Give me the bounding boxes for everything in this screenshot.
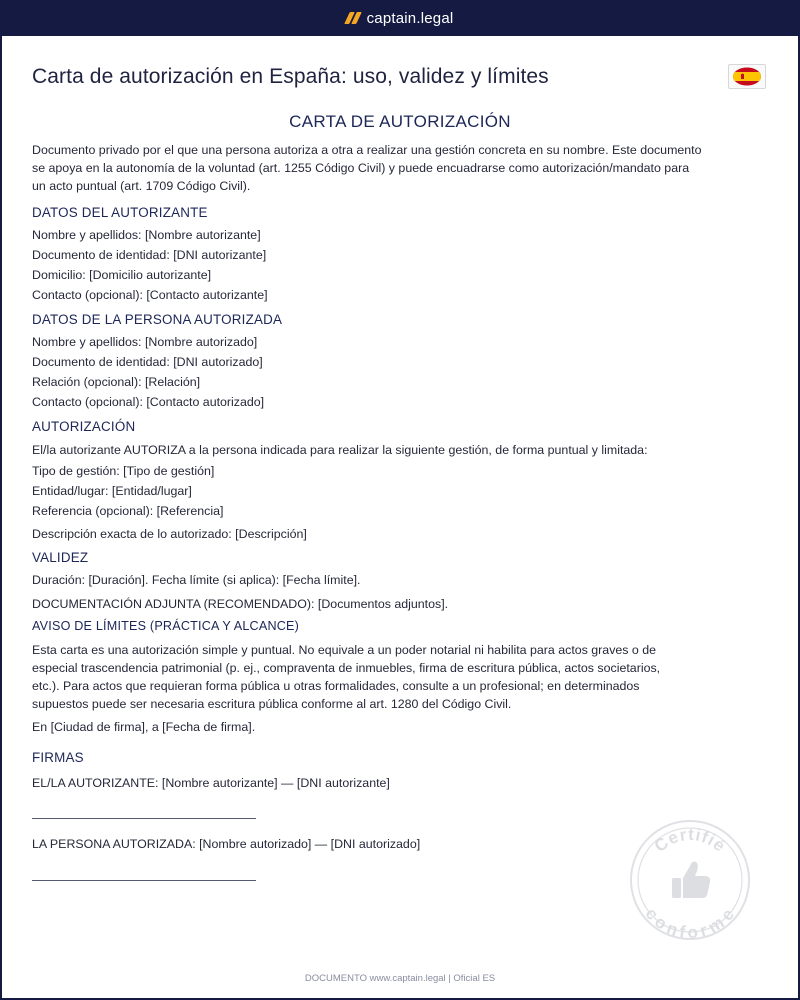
field-dni-autorizante: Documento de identidad: [DNI autorizante] xyxy=(32,248,267,262)
intro-paragraph xyxy=(32,141,772,195)
section-heading-validez: VALIDEZ xyxy=(32,550,89,565)
aviso-line: etc.). Para actos que requieran forma pública u otras formalidades, consulte a un profesional; en determinados xyxy=(32,679,640,693)
aviso-line: supuestos puede ser necesaria escritura pública conforme al art. 1280 del Código Civil. xyxy=(32,697,512,711)
svg-text:Certifié xyxy=(651,825,730,856)
aviso-paragraph xyxy=(32,641,772,713)
field-domicilio-autorizante: Domicilio: [Domicilio autorizante] xyxy=(32,268,212,282)
field-relacion: Relación (opcional): [Relación] xyxy=(32,375,201,389)
field-descripcion: Descripción exacta de lo autorizado: [Descripción] xyxy=(32,527,307,541)
top-brand-bar xyxy=(0,0,800,36)
intro-line: un acto puntual (art. 1709 Código Civil). xyxy=(32,179,251,193)
field-nombre-autorizado: Nombre y apellidos: [Nombre autorizado] xyxy=(32,335,258,349)
footer-text: DOCUMENTO www.captain.legal | Oficial ES xyxy=(304,973,496,984)
signature-autorizada-label: LA PERSONA AUTORIZADA: [Nombre autorizado] — [DNI autorizado] xyxy=(32,837,421,851)
signature-autorizante-label: EL/LA AUTORIZANTE: [Nombre autorizante] — [DNI autorizante] xyxy=(32,776,390,790)
document-title: CARTA DE AUTORIZACIÓN xyxy=(289,112,511,131)
spain-flag-icon[interactable] xyxy=(728,64,766,89)
section-heading-autorizada: DATOS DE LA PERSONA AUTORIZADA xyxy=(32,312,283,327)
captain-legal-logo-icon xyxy=(347,12,359,24)
autorizacion-statement: El/la autorizante AUTORIZA a la persona indicada para realizar la siguiente gestión, de forma puntual y limitada: xyxy=(32,443,648,457)
field-dni-autorizado: Documento de identidad: [DNI autorizado] xyxy=(32,355,263,369)
aviso-line: Esta carta es una autorización simple y puntual. No equivale a un poder notarial ni habilita para actos graves o de xyxy=(32,643,657,657)
brand-name[interactable]: captain.legal xyxy=(366,9,454,27)
certifie-conforme-stamp xyxy=(628,818,752,942)
page-title: Carta de autorización en España: uso, validez y límites xyxy=(32,65,549,88)
section-heading-aviso: AVISO DE LÍMITES (PRÁCTICA Y ALCANCE) xyxy=(32,619,300,633)
section-heading-autorizacion: AUTORIZACIÓN xyxy=(32,419,136,434)
field-referencia: Referencia (opcional): [Referencia] xyxy=(32,504,224,518)
intro-line: se apoya en la autonomía de la voluntad (art. 1255 Código Civil) y puede encuadrarse como autorización/mandato para xyxy=(32,161,690,175)
field-entidad-lugar: Entidad/lugar: [Entidad/lugar] xyxy=(32,484,192,498)
svg-text:conforme xyxy=(641,904,738,942)
intro-line: Documento privado por el que una persona autoriza a otra a realizar una gestión concreta en su nombre. Este documento xyxy=(32,143,702,157)
section-heading-autorizante: DATOS DEL AUTORIZANTE xyxy=(32,205,208,220)
signature-line-autorizante xyxy=(32,818,256,819)
section-heading-firmas: FIRMAS xyxy=(32,750,84,765)
signature-line-autorizada xyxy=(32,880,256,881)
field-documentacion-adjunta: DOCUMENTACIÓN ADJUNTA (RECOMENDADO): [Documentos adjuntos]. xyxy=(32,597,449,611)
field-nombre-autorizante: Nombre y apellidos: [Nombre autorizante] xyxy=(32,228,261,242)
field-contacto-autorizado: Contacto (opcional): [Contacto autorizado] xyxy=(32,395,265,409)
field-contacto-autorizante: Contacto (opcional): [Contacto autorizante] xyxy=(32,288,268,302)
stamp-bottom-text: conforme xyxy=(641,904,739,942)
aviso-line: especial trascendencia patrimonial (p. ej., compraventa de inmuebles, firma de escritura pública, actos societarios, xyxy=(32,661,661,675)
place-date-line: En [Ciudad de firma], a [Fecha de firma]. xyxy=(32,720,256,734)
thumbs-up-icon xyxy=(672,862,710,899)
field-duracion: Duración: [Duración]. Fecha límite (si aplica): [Fecha límite]. xyxy=(32,573,361,587)
stamp-top-text: Certifié xyxy=(650,824,730,856)
field-tipo-gestion: Tipo de gestión: [Tipo de gestión] xyxy=(32,464,215,478)
